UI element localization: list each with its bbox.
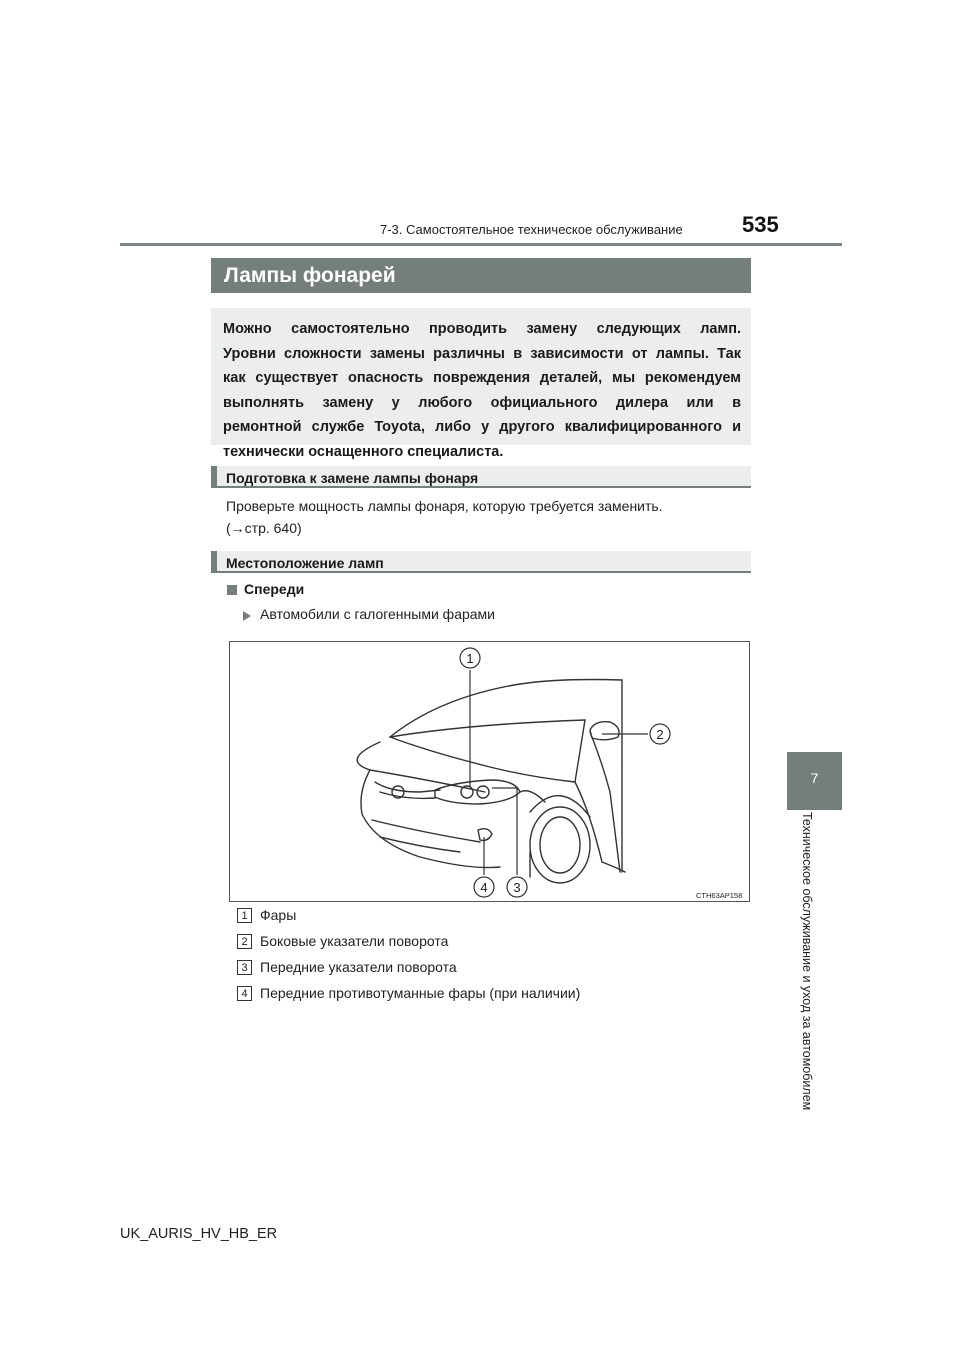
callout-line-3 <box>492 788 517 875</box>
page-reference-link[interactable]: (→стр. 640) <box>226 520 302 536</box>
callout-label-2: 2 <box>656 727 664 742</box>
sub-bullet-halogen: Автомобили с галогенными фарами <box>260 606 495 622</box>
bullet-front: Спереди <box>244 581 305 597</box>
figure-code: CTH63AP158 <box>696 891 743 900</box>
intro-box <box>211 308 751 460</box>
legend-number: 4 <box>237 986 252 1001</box>
car-front-illustration <box>229 641 750 902</box>
running-header-section: 7-3. Самостоятельное техническое обслуживание <box>380 222 683 237</box>
intro-line: ремонтной службе Toyota, либо у другого квалифицированного и <box>223 419 741 436</box>
callout-label-1: 1 <box>466 651 474 666</box>
legend-number: 1 <box>237 908 252 923</box>
legend-text-headlights: Фары <box>260 907 297 923</box>
chapter-title: Техническое обслуживание и уход за автомобилем <box>800 812 814 1111</box>
section-heading-lamp-location: Местоположение ламп <box>211 551 751 573</box>
triangle-bullet-icon <box>243 611 251 621</box>
legend-number: 3 <box>237 960 252 975</box>
preparation-text: Проверьте мощность лампы фонаря, которую требуется заменить. <box>226 498 663 514</box>
callout-label-3: 3 <box>513 880 521 895</box>
intro-line: как существует опасность повреждения деталей, мы рекомендуем <box>223 370 741 387</box>
legend-text-side-turn-signals: Боковые указатели поворота <box>260 933 449 949</box>
legend-text-front-turn-signals: Передние указатели поворота <box>260 959 457 975</box>
intro-line: Уровни сложности замены различны в зависимости от лампы. Так <box>223 345 741 362</box>
footer-model-code: UK_AURIS_HV_HB_ER <box>120 1226 278 1242</box>
legend-text-fog-lights: Передние противотуманные фары (при наличии) <box>260 985 581 1001</box>
intro-line: технически оснащенного специалиста. <box>223 443 504 460</box>
section-heading-preparation: Подготовка к замене лампы фонаря <box>211 466 751 488</box>
page-number: 535 <box>742 212 779 237</box>
square-bullet-icon <box>227 585 237 595</box>
car-drawing <box>230 642 749 901</box>
chapter-number: 7 <box>810 770 819 786</box>
intro-line: выполнять замену у любого официального дилера или в <box>223 394 741 411</box>
callout-label-4: 4 <box>480 880 488 895</box>
chapter-title-wrap <box>800 812 820 1132</box>
intro-line: Можно самостоятельно проводить замену следующих ламп. <box>223 321 741 337</box>
legend-number: 2 <box>237 934 252 949</box>
header-rule <box>120 243 842 246</box>
page-title: Лампы фонарей <box>211 258 751 293</box>
